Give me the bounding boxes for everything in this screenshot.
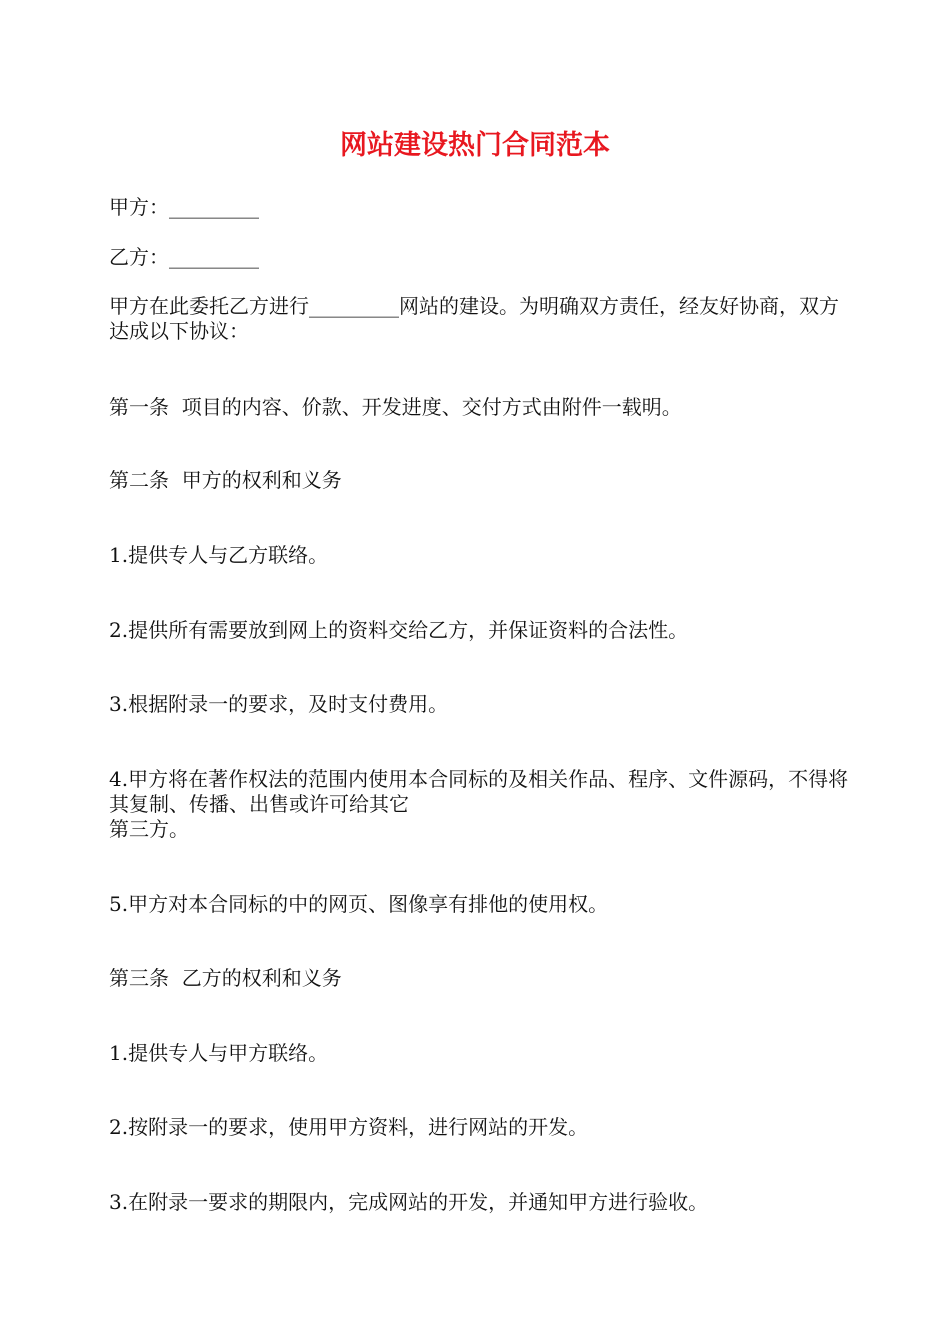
article-2-heading: 第二条 甲方的权利和义务 [109,468,342,492]
document-title: 网站建设热门合同范本 [340,130,610,161]
article-3-item-3: 3.在附录一要求的期限内，完成网站的开发，并通知甲方进行验收。 [109,1190,709,1214]
article-3-item-2: 2.按附录一的要求，使用甲方资料，进行网站的开发。 [109,1115,589,1139]
article-2-item-4: 4.甲方将在著作权法的范围内使用本合同标的及相关作品、程序、文件源码，不得将其复制、传播、出售或许可给其它 [109,767,849,816]
article-3-item-1: 1.提供专人与甲方联络。 [109,1041,329,1065]
article-1: 第一条 项目的内容、价款、开发进度、交付方式由附件一载明。 [109,395,682,419]
article-3-heading: 第三条 乙方的权利和义务 [109,966,342,990]
article-2-item-5: 5.甲方对本合同标的中的网页、图像享有排他的使用权。 [109,892,609,916]
intro-paragraph: 甲方在此委托乙方进行_________网站的建设。为明确双方责任，经友好协商，双方达成以下协议： [109,294,839,343]
party-b-line: 乙方：_________ [109,245,259,269]
article-2-item-1: 1.提供专人与乙方联络。 [109,543,329,567]
article-2-item-2: 2.提供所有需要放到网上的资料交给乙方，并保证资料的合法性。 [109,618,689,642]
article-2-item-4-continuation: 第三方。 [109,817,189,841]
party-a-line: 甲方：_________ [109,195,259,219]
article-2-item-3: 3.根据附录一的要求，及时支付费用。 [109,692,449,716]
